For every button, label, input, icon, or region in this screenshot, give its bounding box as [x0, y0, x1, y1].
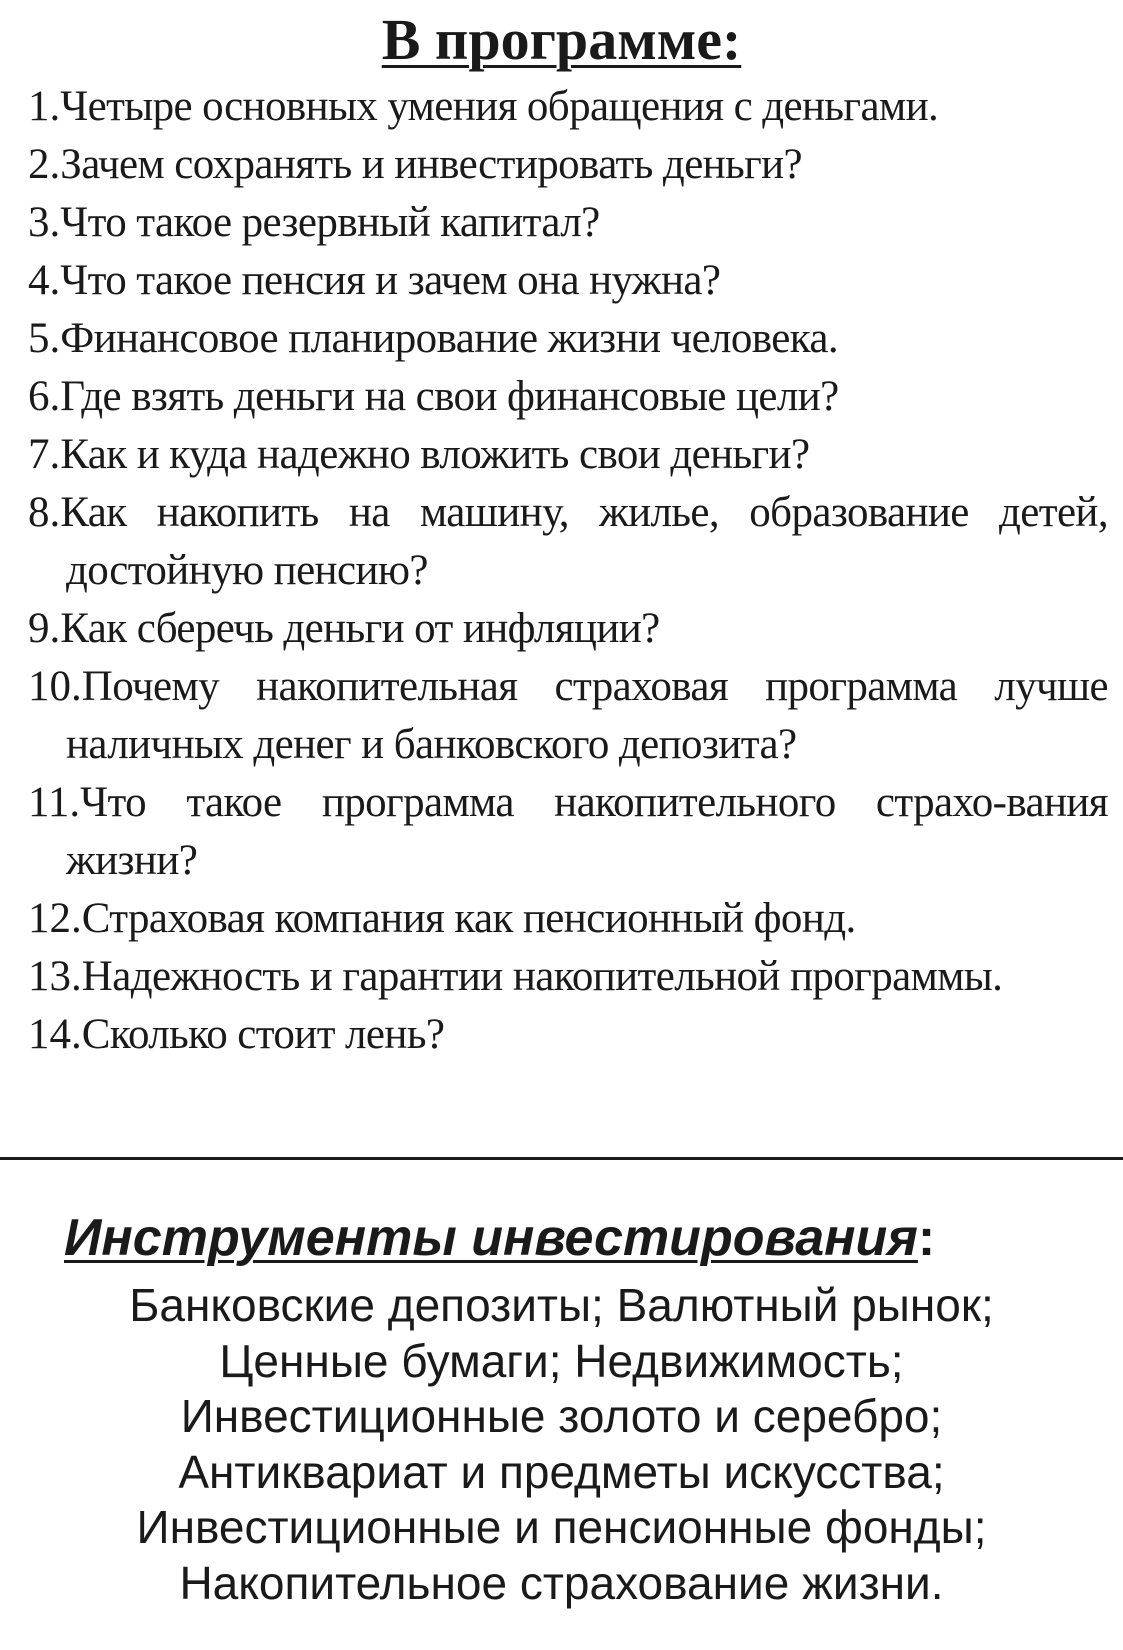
program-topic-2	[28, 136, 1108, 194]
program-topic-8	[28, 484, 1108, 600]
topic-number: 2.	[28, 141, 61, 188]
topic-text: Четыре основных умения обращения с деньгами.	[60, 83, 939, 130]
topic-number: 13.	[28, 953, 82, 1000]
topic-text: Надежность и гарантии накопительной программы.	[81, 953, 1003, 1000]
topic-number: 10.	[28, 663, 82, 710]
program-topic-12	[28, 890, 1108, 948]
topic-text: Зачем сохранять и инвестировать деньги?	[60, 141, 803, 188]
topic-text: Как сберечь деньги от инфляции?	[60, 605, 660, 652]
program-topic-10	[28, 658, 1108, 774]
topic-text: Страховая компания как пенсионный фонд.	[81, 895, 856, 942]
program-heading-text: В программе:	[381, 7, 742, 72]
topic-text: Почему накопительная страховая программа лучше наличных денег и банковского депозита?	[66, 663, 1108, 768]
investment-tools-list	[0, 1278, 1123, 1611]
topic-text: Финансовое планирование жизни человека.	[60, 315, 839, 362]
topic-text: Как накопить на машину, жилье, образование детей, достойную пенсию?	[60, 489, 1108, 594]
tools-line-6: Накопительное страхование жизни.	[179, 1556, 944, 1609]
topic-text: Сколько стоит лень?	[81, 1011, 445, 1058]
section-divider	[0, 1157, 1123, 1160]
program-topics-list	[28, 78, 1108, 1064]
tools-line-1: Банковские депозиты; Валютный рынок;	[129, 1279, 994, 1331]
topic-number: 14.	[28, 1011, 82, 1058]
program-topic-14	[28, 1006, 1108, 1064]
topic-number: 8.	[28, 489, 61, 536]
tools-heading-colon: :	[917, 1209, 936, 1267]
program-heading	[0, 4, 1123, 76]
program-topic-3	[28, 194, 1108, 252]
program-topic-7	[28, 426, 1108, 484]
program-topic-9	[28, 600, 1108, 658]
program-topic-11	[28, 774, 1108, 890]
topic-text: Как и куда надежно вложить свои деньги?	[60, 431, 810, 478]
topic-number: 12.	[28, 895, 82, 942]
program-topic-6	[28, 368, 1108, 426]
tools-line-5: Инвестиционные и пенсионные фонды;	[136, 1501, 987, 1553]
topic-number: 1.	[28, 83, 61, 130]
topic-number: 4.	[28, 257, 61, 304]
program-topic-4	[28, 252, 1108, 310]
topic-number: 7.	[28, 431, 61, 478]
topic-number: 3.	[28, 199, 61, 246]
program-topic-1	[28, 78, 1108, 136]
topic-number: 11.	[28, 779, 81, 826]
tools-line-3: Инвестиционные золото и серебро;	[180, 1390, 943, 1442]
topic-number: 9.	[28, 605, 61, 652]
program-topic-5	[28, 310, 1108, 368]
program-topic-13	[28, 948, 1108, 1006]
topic-text: Где взять деньги на свои финансовые цели?	[60, 373, 839, 420]
tools-heading-text: Инструменты инвестирования	[64, 1209, 918, 1267]
topic-text: Что такое резервный капитал?	[60, 199, 600, 246]
tools-line-4: Антиквариат и предметы искусства;	[178, 1445, 945, 1498]
topic-number: 6.	[28, 373, 61, 420]
tools-heading	[64, 1206, 935, 1270]
topic-text: Что такое программа накопительного страхо-вания жизни?	[66, 779, 1108, 884]
tools-line-2: Ценные бумаги; Недвижимость;	[219, 1334, 904, 1387]
topic-text: Что такое пенсия и зачем она нужна?	[60, 257, 721, 304]
topic-number: 5.	[28, 315, 61, 362]
